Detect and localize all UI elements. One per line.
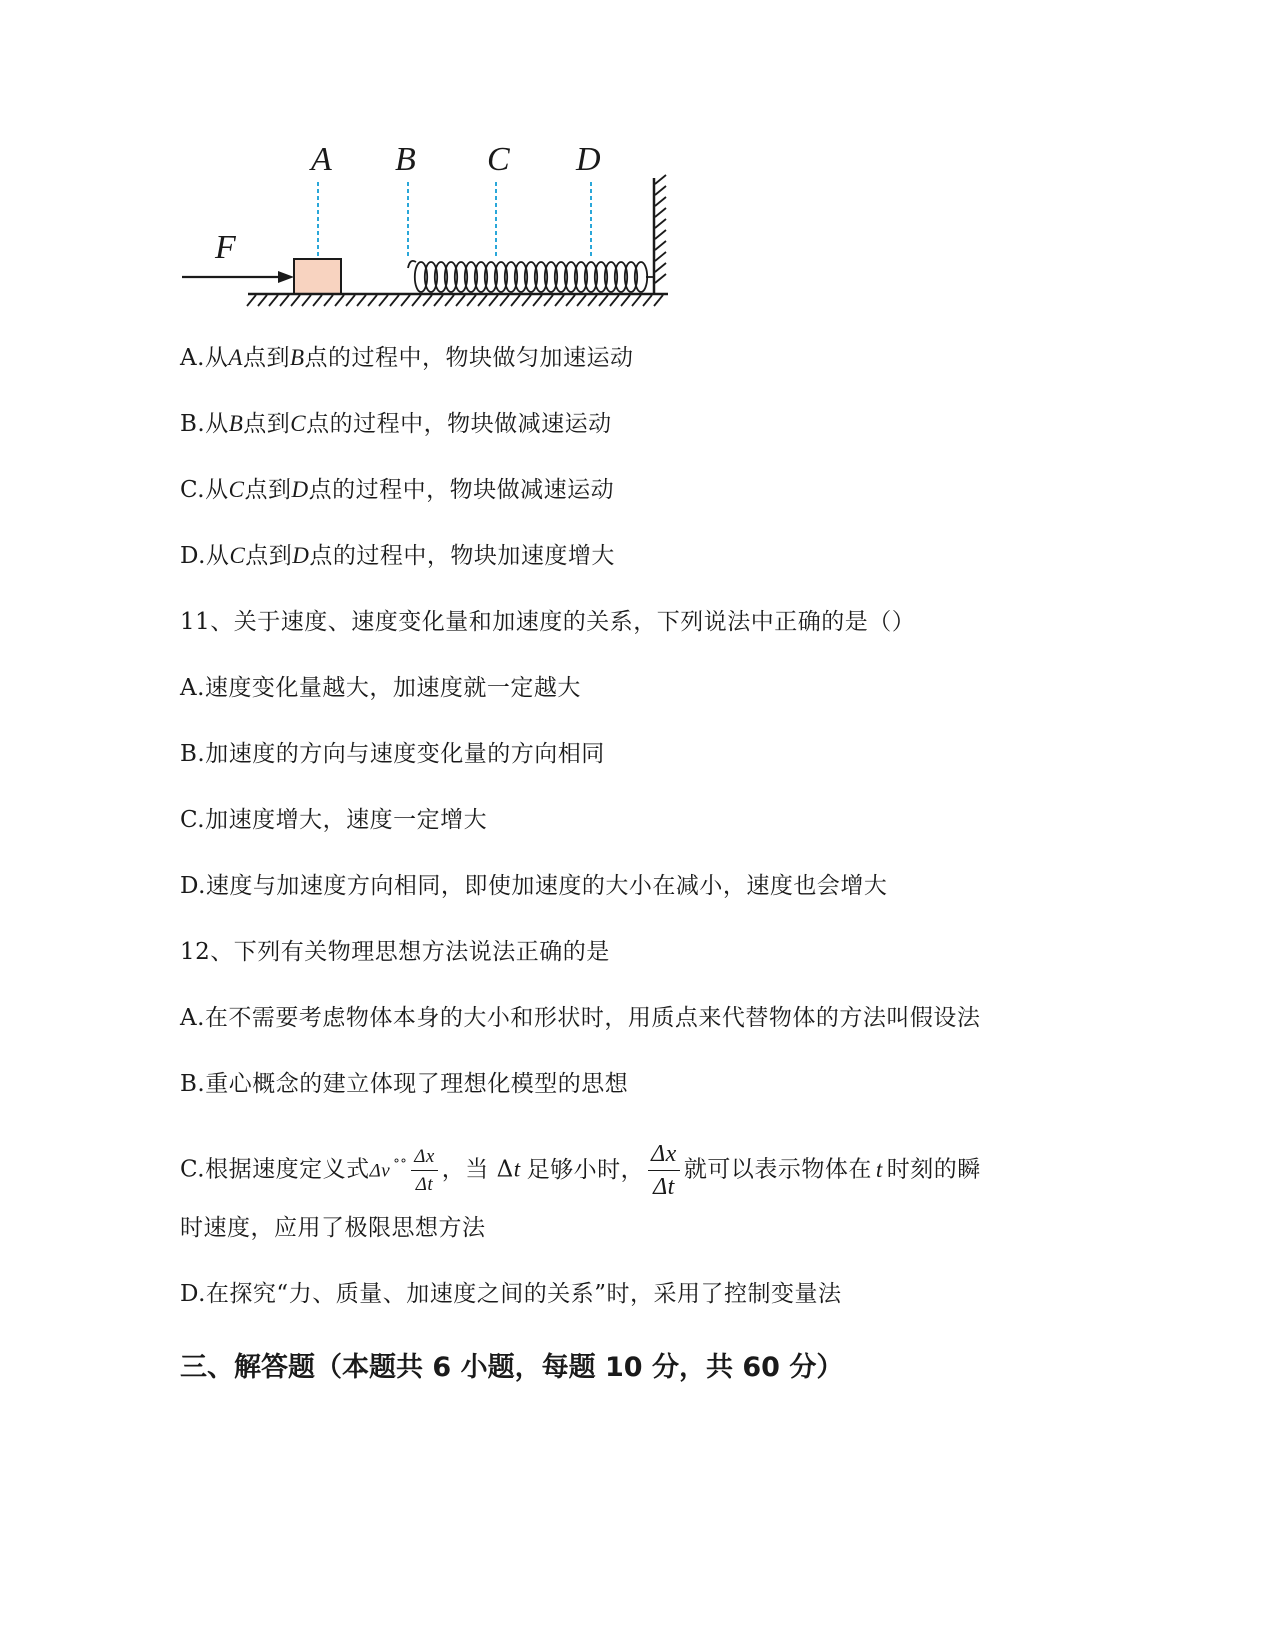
q12-option-a: A.在不需要考虑物体本身的大小和形状时，用质点来代替物体的方法叫假设法 (180, 1005, 981, 1031)
option-text: 点的过程中，物块做减速运动 (306, 411, 612, 437)
point-b: B (228, 411, 244, 436)
q12-option-b: B.重心概念的建立体现了理想化模型的思想 (180, 1071, 629, 1097)
q10-option-a (180, 343, 634, 373)
point-label-c: C (487, 141, 510, 178)
q10-option-b (180, 409, 612, 439)
variable-t: t (875, 1156, 883, 1182)
q12-option-d: D.在探究“力、质量、加速度之间的关系”时，采用了控制变量法 (180, 1281, 842, 1307)
option-text: 点到 (245, 543, 293, 569)
option-text: 就可以表示物体在 (683, 1156, 872, 1183)
option-text: 时刻的瞬 (886, 1156, 981, 1183)
q12-option-c-continued: 时速度，应用了极限思想方法 (180, 1215, 486, 1241)
point-label-d: D (576, 141, 601, 178)
formula-delta-v: Δv (369, 1160, 391, 1182)
point-label-b: B (395, 141, 416, 178)
q11-stem: 11、关于速度、速度变化量和加速度的关系，下列说法中正确的是（） (180, 609, 916, 635)
force-label: F (215, 229, 236, 266)
q11-option-c: C.加速度增大，速度一定增大 (180, 807, 488, 833)
q10-option-d (180, 541, 615, 571)
fraction-numerator: Δx (411, 1147, 438, 1171)
q10-option-c (180, 475, 614, 505)
force-arrow (182, 271, 294, 283)
point-label-a: A (311, 141, 332, 178)
fraction-numerator: Δx (648, 1142, 680, 1171)
q12-option-c (180, 1140, 981, 1199)
point-c: C (290, 411, 307, 436)
q11-option-a: A.速度变化量越大，加速度就一定越大 (180, 675, 581, 701)
option-text: 点到 (244, 477, 292, 503)
point-c: C (229, 543, 246, 568)
option-text: ，当 Δ (441, 1156, 514, 1183)
ground-surface (247, 294, 668, 306)
option-prefix: B.从 (180, 411, 229, 437)
option-text: 点的过程中，物块做匀加速运动 (304, 345, 634, 371)
spring-block-figure (178, 140, 678, 315)
velocity-formula-fraction (411, 1147, 438, 1194)
point-d: D (292, 543, 310, 568)
option-text: 点的过程中，物块做减速运动 (308, 477, 615, 503)
point-b: B (289, 345, 305, 370)
option-prefix: D.从 (180, 543, 230, 569)
block (294, 259, 341, 294)
point-a: A (228, 345, 243, 370)
q11-option-b: B.加速度的方向与速度变化量的方向相同 (180, 741, 605, 767)
option-text: 足够小时， (526, 1156, 645, 1183)
q11-option-d: D.速度与加速度方向相同，即使加速度的大小在减小，速度也会增大 (180, 873, 888, 899)
option-text: C.根据速度定义式 (180, 1156, 370, 1183)
formula-garbled-symbol: °° (393, 1157, 408, 1172)
q12-stem: 12、下列有关物理思想方法说法正确的是 (180, 939, 610, 965)
option-text: 点到 (242, 345, 290, 371)
ratio-fraction (648, 1142, 680, 1199)
fraction-denominator: Δt (415, 1174, 434, 1196)
option-prefix: C.从 (180, 477, 229, 503)
option-text: 点到 (243, 411, 291, 437)
fraction-denominator: Δt (653, 1174, 675, 1201)
wall (654, 175, 666, 294)
point-d: D (291, 477, 309, 502)
variable-t: t (513, 1156, 521, 1182)
spring (408, 261, 654, 292)
section-heading: 三、解答题（本题共 6 小题，每题 10 分，共 60 分） (180, 1352, 844, 1383)
point-c: C (228, 477, 245, 502)
option-prefix: A.从 (180, 345, 229, 371)
option-text: 点的过程中，物块加速度增大 (309, 543, 615, 569)
